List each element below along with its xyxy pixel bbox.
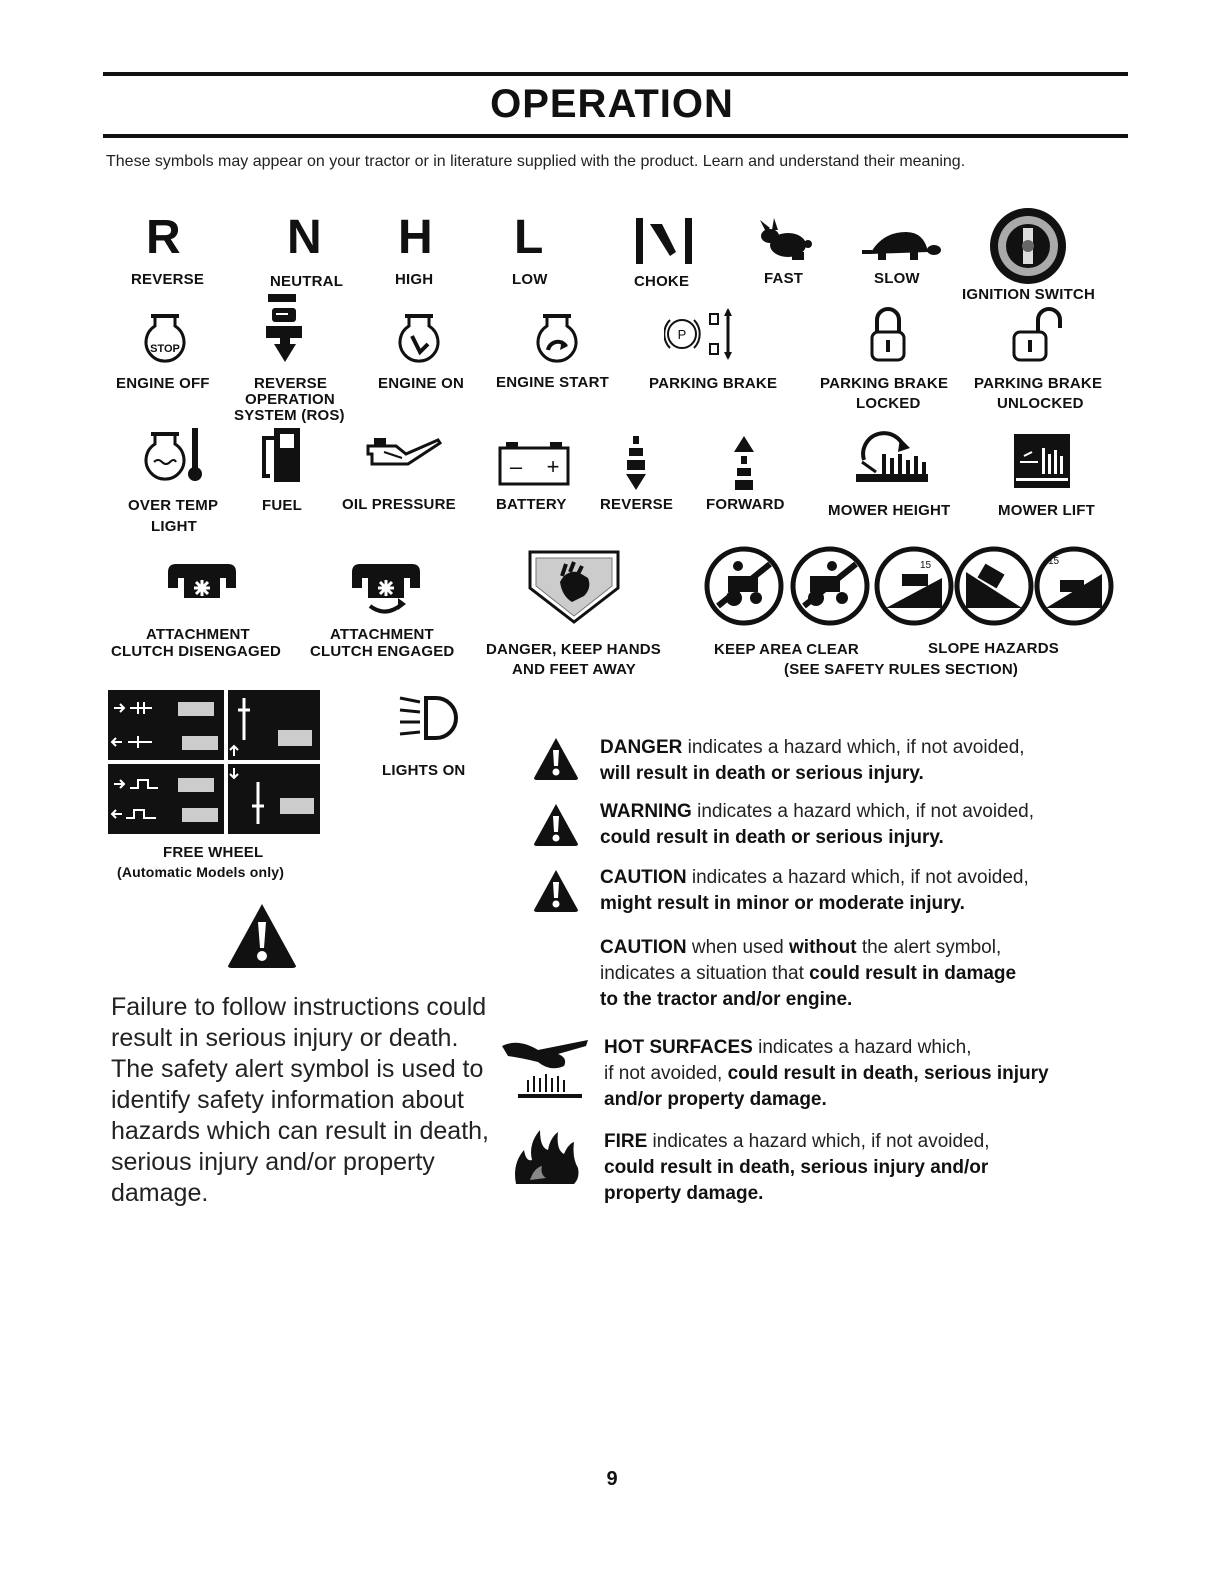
danger-consequence: will result in death or serious injury. bbox=[600, 763, 924, 784]
over-temp-label-1: OVER TEMP bbox=[128, 497, 219, 514]
fuel-pump-icon bbox=[258, 426, 304, 484]
hot-desc-2: if not avoided, bbox=[604, 1063, 728, 1084]
caution2-word: CAUTION bbox=[600, 937, 687, 958]
danger-hands-label-1: DANGER, KEEP HANDS bbox=[486, 641, 662, 658]
free-wheel-icon bbox=[108, 690, 320, 836]
over-temp-label-2: LIGHT bbox=[151, 518, 197, 535]
slope-hazards-icon bbox=[872, 544, 1116, 628]
stop-text: STOP bbox=[150, 343, 180, 355]
ros-label-3: SYSTEM (ROS) bbox=[234, 407, 345, 424]
ignition-switch-label: IGNITION SWITCH bbox=[962, 286, 1095, 303]
warning-desc: indicates a hazard which, if not avoided, bbox=[691, 801, 1035, 822]
parking-brake-label: PARKING BRAKE bbox=[649, 375, 778, 392]
see-safety-label: (SEE SAFETY RULES SECTION) bbox=[784, 661, 1019, 678]
engine-off-label: ENGINE OFF bbox=[116, 375, 210, 392]
caution2-desc-1: when used bbox=[686, 937, 790, 958]
fire-consequence-1: could result in death, serious injury and/or bbox=[604, 1157, 989, 1178]
fire-icon bbox=[510, 1124, 582, 1186]
danger-word: DANGER bbox=[600, 737, 683, 758]
battery-label: BATTERY bbox=[496, 496, 567, 513]
pb-locked-label-1: PARKING BRAKE bbox=[820, 375, 949, 392]
slope-degree-1: 15 bbox=[920, 560, 932, 571]
battery-plus: + bbox=[546, 454, 560, 479]
headlight-icon bbox=[396, 690, 460, 746]
battery-icon bbox=[498, 440, 572, 486]
intro-text: These symbols may appear on your tractor or in literature supplied with the product. Learn and understand their meaning. bbox=[106, 153, 966, 170]
danger-hands-label-2: AND FEET AWAY bbox=[512, 661, 637, 678]
caution-text bbox=[600, 865, 1120, 917]
turtle-icon bbox=[862, 228, 942, 264]
high-letter-icon: H bbox=[398, 211, 433, 264]
neutral-label: NEUTRAL bbox=[270, 273, 344, 290]
neutral-letter-icon: N bbox=[287, 211, 322, 264]
mower-lift-icon bbox=[1014, 434, 1070, 488]
oil-pressure-label: OIL PRESSURE bbox=[342, 496, 456, 513]
forward-label: FORWARD bbox=[706, 496, 785, 513]
hot-consequence-2: and/or property damage. bbox=[604, 1089, 827, 1110]
parking-brake-icon bbox=[664, 306, 740, 362]
keep-clear-label: KEEP AREA CLEAR bbox=[714, 641, 859, 658]
fire-desc: indicates a hazard which, if not avoided, bbox=[647, 1131, 990, 1152]
fast-label: FAST bbox=[764, 270, 804, 287]
danger-desc: indicates a hazard which, if not avoided, bbox=[682, 737, 1025, 758]
reverse-arrow-icon bbox=[624, 434, 648, 492]
high-label: HIGH bbox=[395, 271, 434, 288]
fire-consequence-2: property damage. bbox=[604, 1183, 764, 1204]
engine-start-label: ENGINE START bbox=[496, 374, 609, 391]
low-label: LOW bbox=[512, 271, 548, 288]
engine-start-icon bbox=[534, 312, 580, 370]
choke-icon bbox=[632, 216, 698, 266]
page-title: OPERATION bbox=[490, 82, 734, 126]
ignition-switch-icon bbox=[988, 206, 1068, 286]
over-temp-icon bbox=[142, 426, 206, 484]
lock-closed-icon bbox=[868, 306, 908, 364]
hand-warning-icon bbox=[526, 548, 622, 624]
mower-height-icon bbox=[852, 428, 932, 486]
attachment-disengaged-icon bbox=[164, 560, 240, 608]
caution-alert-icon bbox=[532, 868, 580, 914]
free-wheel-label: FREE WHEEL bbox=[163, 844, 264, 861]
failure-paragraph: Failure to follow instructions could result in serious injury or death. The safety alert symbol is used to identify safety information about hazards which can result in death, serious injury and/or property damage. bbox=[111, 993, 489, 1207]
attachment-engaged-icon bbox=[348, 560, 424, 618]
pb-unlocked-label-2: UNLOCKED bbox=[997, 395, 1084, 412]
keep-area-clear-icon bbox=[704, 544, 872, 628]
fire-word: FIRE bbox=[604, 1131, 648, 1152]
pb-locked-label-2: LOCKED bbox=[856, 395, 921, 412]
caution2-without: without bbox=[789, 937, 857, 958]
caution-no-symbol-text bbox=[600, 935, 1120, 1013]
safety-alert-icon bbox=[226, 902, 298, 970]
engine-off-icon bbox=[142, 312, 188, 370]
caution2-desc-2: the alert symbol, bbox=[856, 937, 1002, 958]
fuel-label: FUEL bbox=[262, 497, 302, 514]
slow-label: SLOW bbox=[874, 270, 920, 287]
battery-minus: – bbox=[509, 454, 523, 479]
slope-degree-2: 15 bbox=[1048, 556, 1060, 567]
warning-text bbox=[600, 799, 1120, 851]
lights-on-label: LIGHTS ON bbox=[382, 762, 466, 779]
oil-can-icon bbox=[362, 434, 442, 474]
hot-desc-1: indicates a hazard which, bbox=[752, 1037, 972, 1058]
page-number: 9 bbox=[606, 1468, 618, 1490]
att-eng-label-2: CLUTCH ENGAGED bbox=[310, 643, 455, 660]
warning-word: WARNING bbox=[600, 801, 692, 822]
att-eng-label-1: ATTACHMENT bbox=[330, 626, 434, 643]
rabbit-icon bbox=[758, 218, 816, 264]
fire-text bbox=[604, 1129, 1124, 1207]
reverse-arrow-label: REVERSE bbox=[600, 496, 674, 513]
ros-label-2: OPERATION bbox=[245, 391, 335, 408]
caution2-desc-3: indicates a situation that bbox=[600, 963, 810, 984]
engine-on-label: ENGINE ON bbox=[378, 375, 464, 392]
att-dis-label-2: CLUTCH DISENGAGED bbox=[111, 643, 282, 660]
att-dis-label-1: ATTACHMENT bbox=[146, 626, 250, 643]
ros-icon bbox=[262, 292, 320, 370]
hot-word: HOT SURFACES bbox=[604, 1037, 753, 1058]
engine-on-icon bbox=[396, 312, 442, 370]
hot-consequence-1: could result in death, serious injury bbox=[727, 1063, 1049, 1084]
ros-label-1: REVERSE bbox=[254, 375, 328, 392]
forward-arrow-icon bbox=[732, 434, 756, 492]
caution-word: CAUTION bbox=[600, 867, 687, 888]
danger-alert-icon bbox=[532, 736, 580, 782]
park-text: P bbox=[677, 327, 687, 342]
caution2-consequence-2: to the tractor and/or engine. bbox=[600, 989, 853, 1010]
caution-consequence: might result in minor or moderate injury. bbox=[600, 893, 965, 914]
mower-height-label: MOWER HEIGHT bbox=[828, 502, 951, 519]
pb-unlocked-label-1: PARKING BRAKE bbox=[974, 375, 1103, 392]
reverse-label: REVERSE bbox=[131, 271, 205, 288]
choke-label: CHOKE bbox=[634, 273, 690, 290]
free-wheel-sublabel: (Automatic Models only) bbox=[117, 864, 285, 880]
reverse-letter-icon: R bbox=[146, 211, 181, 264]
title-rule bbox=[103, 134, 1128, 138]
mower-lift-label: MOWER LIFT bbox=[998, 502, 1095, 519]
lock-open-icon bbox=[1010, 306, 1066, 364]
hot-surface-icon bbox=[498, 1036, 594, 1102]
caution-desc: indicates a hazard which, if not avoided, bbox=[686, 867, 1029, 888]
caution2-consequence-1: could result in damage bbox=[809, 963, 1017, 984]
slope-label: SLOPE HAZARDS bbox=[928, 640, 1059, 657]
low-letter-icon: L bbox=[514, 211, 544, 264]
hot-surfaces-text bbox=[604, 1035, 1124, 1113]
danger-text bbox=[600, 735, 1120, 787]
warning-alert-icon bbox=[532, 802, 580, 848]
warning-consequence: could result in death or serious injury. bbox=[600, 827, 944, 848]
top-rule bbox=[103, 72, 1128, 76]
